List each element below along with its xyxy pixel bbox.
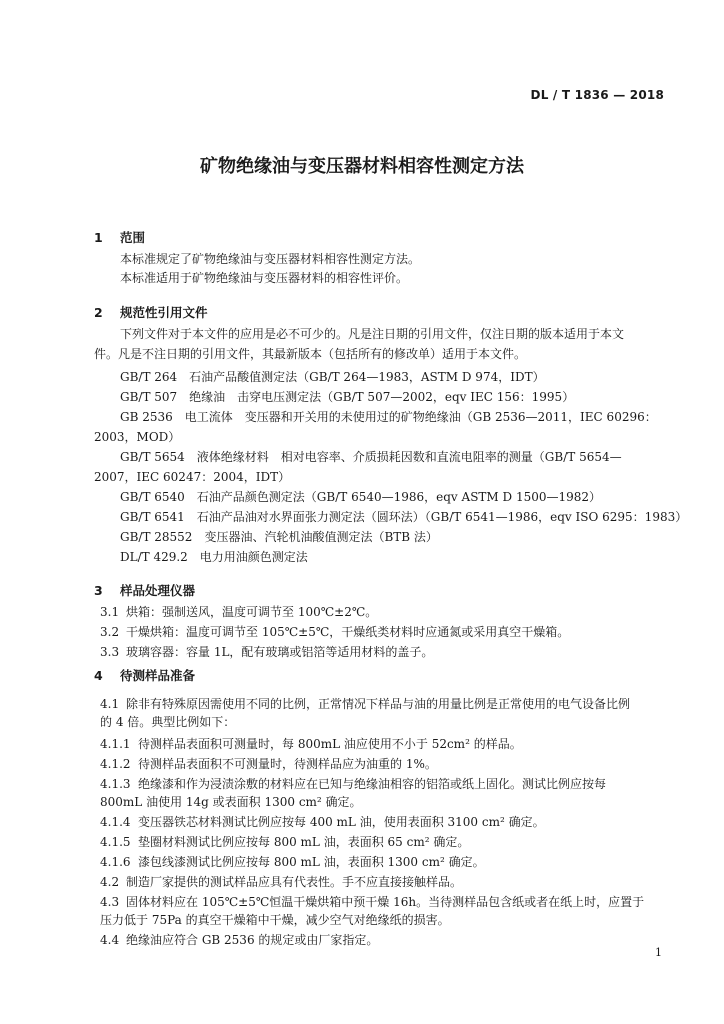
item-number: 4.1.3 bbox=[100, 777, 131, 791]
section-1-heading bbox=[94, 228, 145, 246]
item-number: 3.2 bbox=[100, 625, 120, 639]
paragraph: 本标准适用于矿物绝缘油与变压器材料的相容性评价。 bbox=[120, 271, 409, 285]
list-item bbox=[100, 643, 433, 660]
section-number: 1 bbox=[94, 230, 103, 245]
section-number: 4 bbox=[94, 668, 103, 683]
item-number: 4.1 bbox=[100, 697, 120, 711]
list-item bbox=[100, 931, 378, 948]
item-number: 4.2 bbox=[100, 875, 120, 889]
reference-item: GB/T 6541 石油产品油对水界面张力测定法（圆环法）（GB/T 6541—1986，eqv ISO 6295：1983） bbox=[120, 510, 688, 524]
item-number: 4.1.1 bbox=[100, 737, 131, 751]
list-item bbox=[100, 695, 630, 712]
item-text: 干燥烘箱：温度可调节至 105℃±5℃，干燥纸类材料时应通氮或采用真空干燥箱。 bbox=[126, 625, 570, 639]
list-item bbox=[100, 873, 462, 890]
paragraph: 件。凡是不注日期的引用文件，其最新版本（包括所有的修改单）适用于本文件。 bbox=[94, 347, 527, 361]
list-item bbox=[100, 853, 485, 870]
reference-item: GB/T 6540 石油产品颜色测定法（GB/T 6540—1986，eqv ASTM D 1500—1982） bbox=[120, 490, 602, 504]
item-number: 4.1.6 bbox=[100, 855, 131, 869]
item-text: 玻璃容器：容量 1L，配有玻璃或铝箔等适用材料的盖子。 bbox=[126, 645, 434, 659]
item-number: 3.1 bbox=[100, 605, 120, 619]
reference-item: GB/T 28552 变压器油、汽轮机油酸值测定法（BTB 法） bbox=[120, 530, 438, 544]
reference-item: GB/T 5654 液体绝缘材料 相对电容率、介质损耗因数和直流电阻率的测量（GB/T 5654— bbox=[120, 450, 622, 464]
item-text: 垫圈材料测试比例应按每 800 mL 油，表面积 65 cm² 确定。 bbox=[138, 835, 470, 849]
reference-item: 2007，IEC 60247：2004，IDT） bbox=[94, 470, 291, 484]
section-number: 3 bbox=[94, 583, 103, 598]
list-item bbox=[100, 735, 522, 752]
item-text: 绝缘漆和作为浸渍涂敷的材料应在已知与绝缘油相容的铝箔或纸上固化。测试比例应按每 bbox=[138, 777, 607, 791]
document-code: DL / T 1836 — 2018 bbox=[530, 88, 664, 102]
item-text: 待测样品表面积可测量时，每 800mL 油应使用不小于 52cm² 的样品。 bbox=[138, 737, 522, 751]
reference-item: GB/T 264 石油产品酸值测定法（GB/T 264—1983，ASTM D 974，IDT） bbox=[120, 370, 545, 384]
list-item bbox=[100, 623, 569, 640]
item-number: 4.3 bbox=[100, 895, 120, 909]
reference-item: GB/T 507 绝缘油 击穿电压测定法（GB/T 507—2002，eqv IEC 156：1995） bbox=[120, 390, 575, 404]
section-title: 样品处理仪器 bbox=[120, 583, 196, 598]
item-text: 绝缘油应符合 GB 2536 的规定或由厂家指定。 bbox=[126, 933, 379, 947]
item-text: 制造厂家提供的测试样品应具有代表性。手不应直接接触样品。 bbox=[126, 875, 463, 889]
item-number: 4.4 bbox=[100, 933, 120, 947]
paragraph: 本标准规定了矿物绝缘油与变压器材料相容性测定方法。 bbox=[120, 252, 421, 266]
section-title: 范围 bbox=[120, 230, 146, 245]
paragraph: 压力低于 75Pa 的真空干燥箱中干燥，减少空气对绝缘纸的损害。 bbox=[100, 913, 450, 927]
item-text: 漆包线漆测试比例应按每 800 mL 油，表面积 1300 cm² 确定。 bbox=[138, 855, 485, 869]
list-item bbox=[100, 775, 606, 792]
page-title: 矿物绝缘油与变压器材料相容性测定方法 bbox=[200, 156, 524, 177]
reference-item: 2003，MOD） bbox=[94, 430, 181, 444]
section-3-heading bbox=[94, 581, 195, 599]
item-number: 4.1.2 bbox=[100, 757, 131, 771]
section-number: 2 bbox=[94, 305, 103, 320]
item-text: 固体材料应在 105℃±5℃恒温干燥烘箱中预干燥 16h。当待测样品包含纸或者在纸上时，应置于 bbox=[126, 895, 645, 909]
list-item bbox=[100, 603, 377, 620]
item-text: 烘箱：强制送风，温度可调节至 100℃±2℃。 bbox=[126, 605, 378, 619]
section-4-heading bbox=[94, 666, 195, 684]
item-text: 待测样品表面积不可测量时，待测样品应为油重的 1%。 bbox=[138, 757, 437, 771]
item-text: 变压器铁芯材料测试比例应按每 400 mL 油，使用表面积 3100 cm² 确定。 bbox=[138, 815, 545, 829]
item-number: 4.1.4 bbox=[100, 815, 131, 829]
paragraph: 下列文件对于本文件的应用是必不可少的。凡是注日期的引用文件，仅注日期的版本适用于本文 bbox=[120, 327, 625, 341]
list-item bbox=[100, 893, 644, 910]
reference-item: GB 2536 电工流体 变压器和开关用的未使用过的矿物绝缘油（GB 2536—2011，IEC 60296： bbox=[120, 410, 657, 424]
list-item bbox=[100, 813, 545, 830]
paragraph: 800mL 油使用 14g 或表面积 1300 cm² 确定。 bbox=[100, 795, 362, 809]
section-2-heading bbox=[94, 303, 208, 321]
page-number: 1 bbox=[655, 946, 662, 959]
reference-item: DL/T 429.2 电力用油颜色测定法 bbox=[120, 550, 308, 564]
item-number: 4.1.5 bbox=[100, 835, 131, 849]
section-title: 待测样品准备 bbox=[120, 668, 196, 683]
section-title: 规范性引用文件 bbox=[120, 305, 208, 320]
item-text: 除非有特殊原因需使用不同的比例，正常情况下样品与油的用量比例是正常使用的电气设备比例 bbox=[126, 697, 631, 711]
item-number: 3.3 bbox=[100, 645, 120, 659]
list-item bbox=[100, 755, 437, 772]
paragraph: 的 4 倍。典型比例如下： bbox=[100, 715, 236, 729]
list-item bbox=[100, 833, 469, 850]
